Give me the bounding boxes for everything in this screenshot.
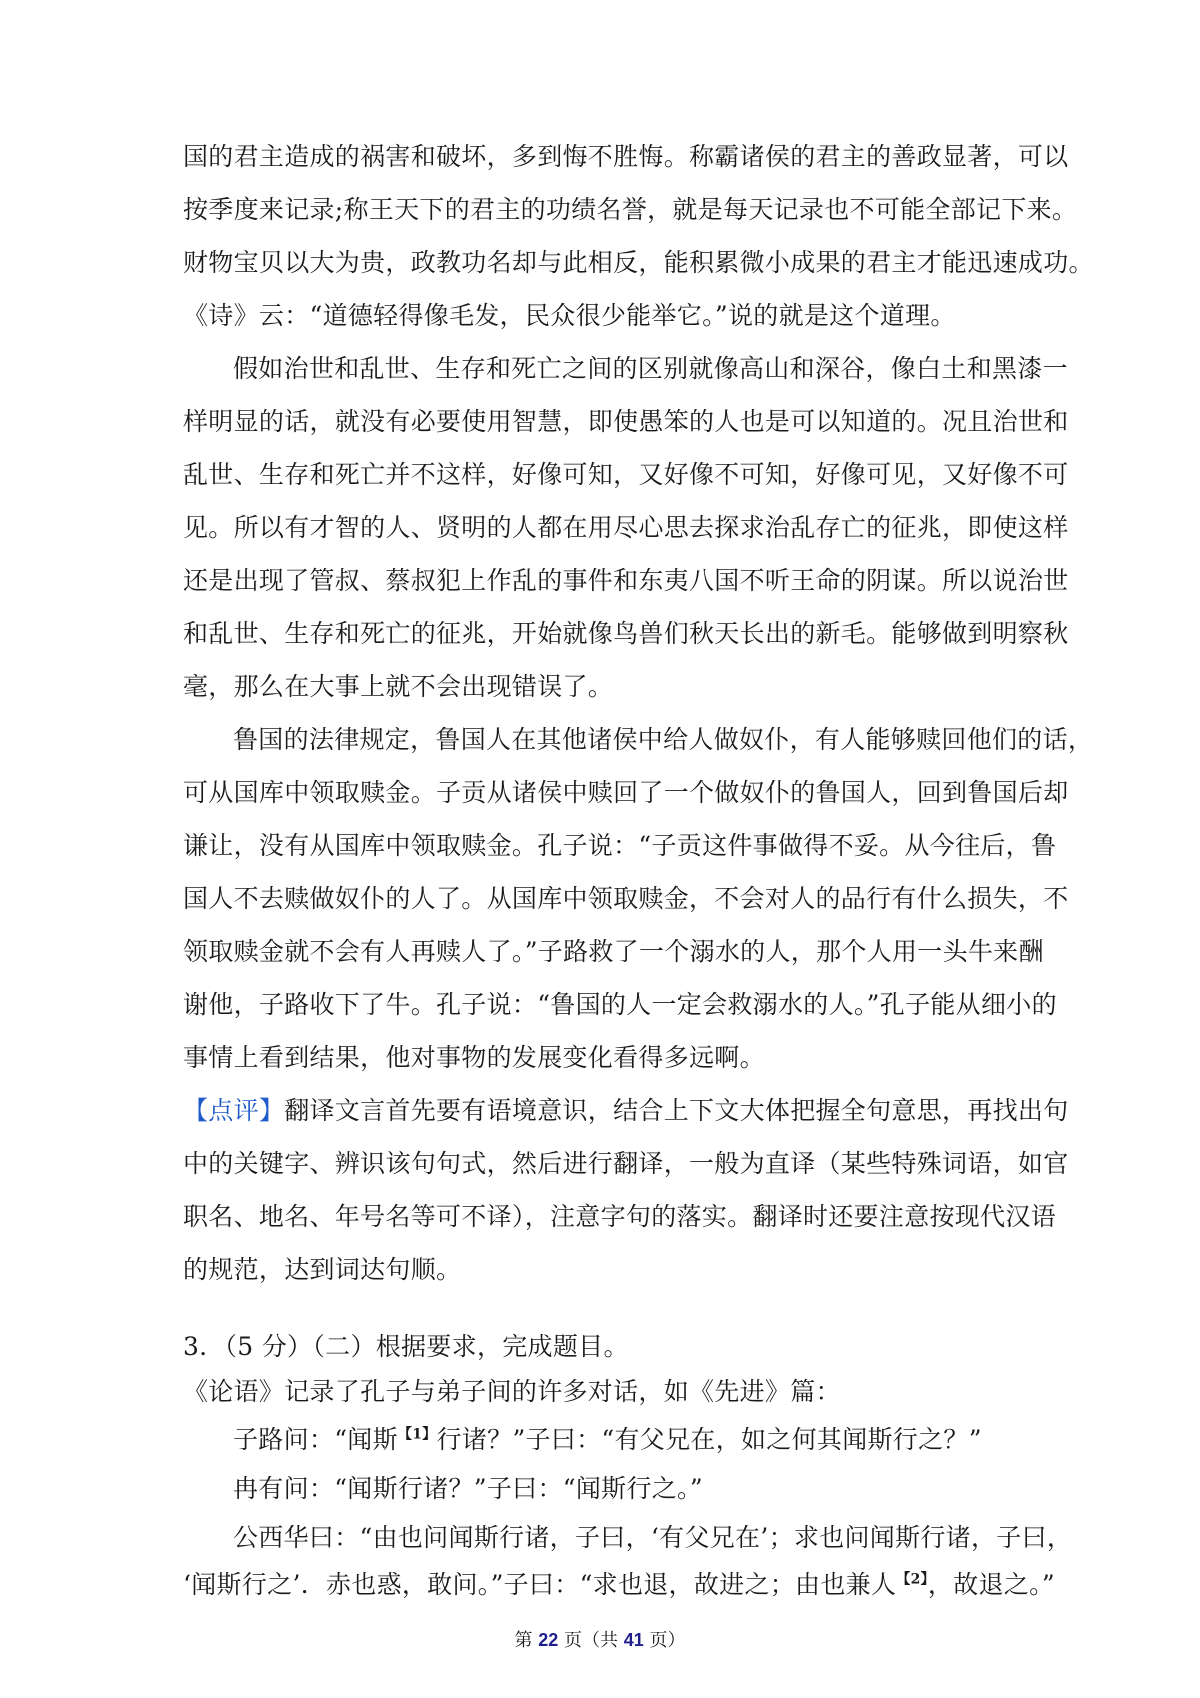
paragraph-line: 和乱世、生存和死亡的征兆，开始就像鸟兽们秋天长出的新毛。能够做到明察秋 [183, 619, 1069, 648]
paragraph-line: 《诗》云：“道德轻得像毛发，民众很少能举它。”说的就是这个道理。 [183, 301, 956, 330]
dialogue-line: 冉有问：“闻斯行诸？”子曰：“闻斯行之。” [233, 1474, 703, 1503]
comment-line: 中的关键字、辨识该句句式，然后进行翻译，一般为直译（某些特殊词语，如官 [183, 1149, 1069, 1178]
paragraph-line: 国人不去赎做奴仆的人了。从国库中领取赎金，不会对人的品行有什么损失，不 [183, 884, 1069, 913]
question-title: 3．（5 分）（二）根据要求，完成题目。 [183, 1332, 629, 1361]
comment-line: 职名、地名、年号名等可不译），注意字句的落实。翻译时还要注意按现代汉语 [183, 1202, 1057, 1231]
paragraph-line: 领取赎金就不会有人再赎人了。”子路救了一个溺水的人，那个人用一头牛来酬 [183, 937, 1044, 966]
footer-text: 页） [643, 1630, 686, 1651]
dialogue-line [233, 1423, 1023, 1457]
paragraph-line: 可从国库中领取赎金。子贡从诸侯中赎回了一个做奴仆的鲁国人，回到鲁国后却 [183, 778, 1069, 807]
comment-line: 的规范，达到词达句顺。 [183, 1255, 462, 1284]
dialogue-text: ，故退之。” [927, 1570, 1056, 1599]
paragraph-line: 按季度来记录;称王天下的君主的功绩名誉，就是每天记录也不可能全部记下来。 [183, 195, 1078, 224]
dialogue-line: 公西华曰：“由也问闻斯行诸，子曰，‘有父兄在’；求也问闻斯行诸，子曰， [233, 1523, 1073, 1552]
paragraph-line: 鲁国的法律规定，鲁国人在其他诸侯中给人做奴仆，有人能够赎回他们的话， [233, 725, 1094, 754]
paragraph-line: 毫，那么在大事上就不会出现错误了。 [183, 672, 614, 701]
paragraph-line: 还是出现了管叔、蔡叔犯上作乱的事件和东夷八国不听王命的阴谋。所以说治世 [183, 566, 1069, 595]
dialogue-line [183, 1568, 1056, 1602]
comment-tag: 【点评】 [183, 1096, 285, 1125]
footnote-marker: 【1】 [397, 1426, 437, 1443]
paragraph-line: 见。所以有才智的人、贤明的人都在用尽心思去探求治乱存亡的征兆，即使这样 [183, 513, 1069, 542]
dialogue-text: ‘闻斯行之’．赤也惑，敢问。”子曰：“求也退，故进之；由也兼人 [183, 1570, 897, 1599]
dialogue-text: 行诸？”子曰：“有父兄在，如之何其闻斯行之？” [436, 1425, 982, 1454]
total-pages: 41 [623, 1630, 644, 1650]
paragraph-line: 假如治世和乱世、生存和死亡之间的区别就像高山和深谷，像白土和黑漆一 [233, 354, 1068, 383]
footer-text: 页（共 [558, 1630, 624, 1651]
paragraph-line: 样明显的话，就没有必要使用智慧，即使愚笨的人也是可以知道的。况且治世和 [183, 407, 1069, 436]
dialogue-text: 子路问：“闻斯 [233, 1425, 398, 1454]
comment-text: 翻译文言首先要有语境意识，结合上下文大体把握全句意思，再找出句 [284, 1096, 1069, 1125]
comment-line [183, 1094, 1069, 1128]
question-intro: 《论语》记录了孔子与弟子间的许多对话，如《先进》篇： [183, 1377, 841, 1406]
paragraph-line: 财物宝贝以大为贵，政教功名却与此相反，能积累微小成果的君主才能迅速成功。 [183, 248, 1094, 277]
page-footer [0, 1628, 1200, 1653]
paragraph-line: 谢他，子路收下了牛。孔子说：“鲁国的人一定会救溺水的人。”孔子能从细小的 [183, 990, 1057, 1019]
footnote-marker: 【2】 [896, 1571, 928, 1588]
paragraph-line: 谦让，没有从国库中领取赎金。孔子说：“子贡这件事做得不妥。从今往后，鲁 [183, 831, 1057, 860]
paragraph-line: 国的君主造成的祸害和破坏，多到悔不胜悔。称霸诸侯的君主的善政显著，可以 [183, 142, 1069, 171]
footer-text: 第 [514, 1630, 539, 1651]
paragraph-line: 乱世、生存和死亡并不这样，好像可知，又好像不可知，好像可见，又好像不可 [183, 460, 1069, 489]
page-number: 22 [538, 1630, 559, 1650]
paragraph-line: 事情上看到结果，他对事物的发展变化看得多远啊。 [183, 1043, 765, 1072]
